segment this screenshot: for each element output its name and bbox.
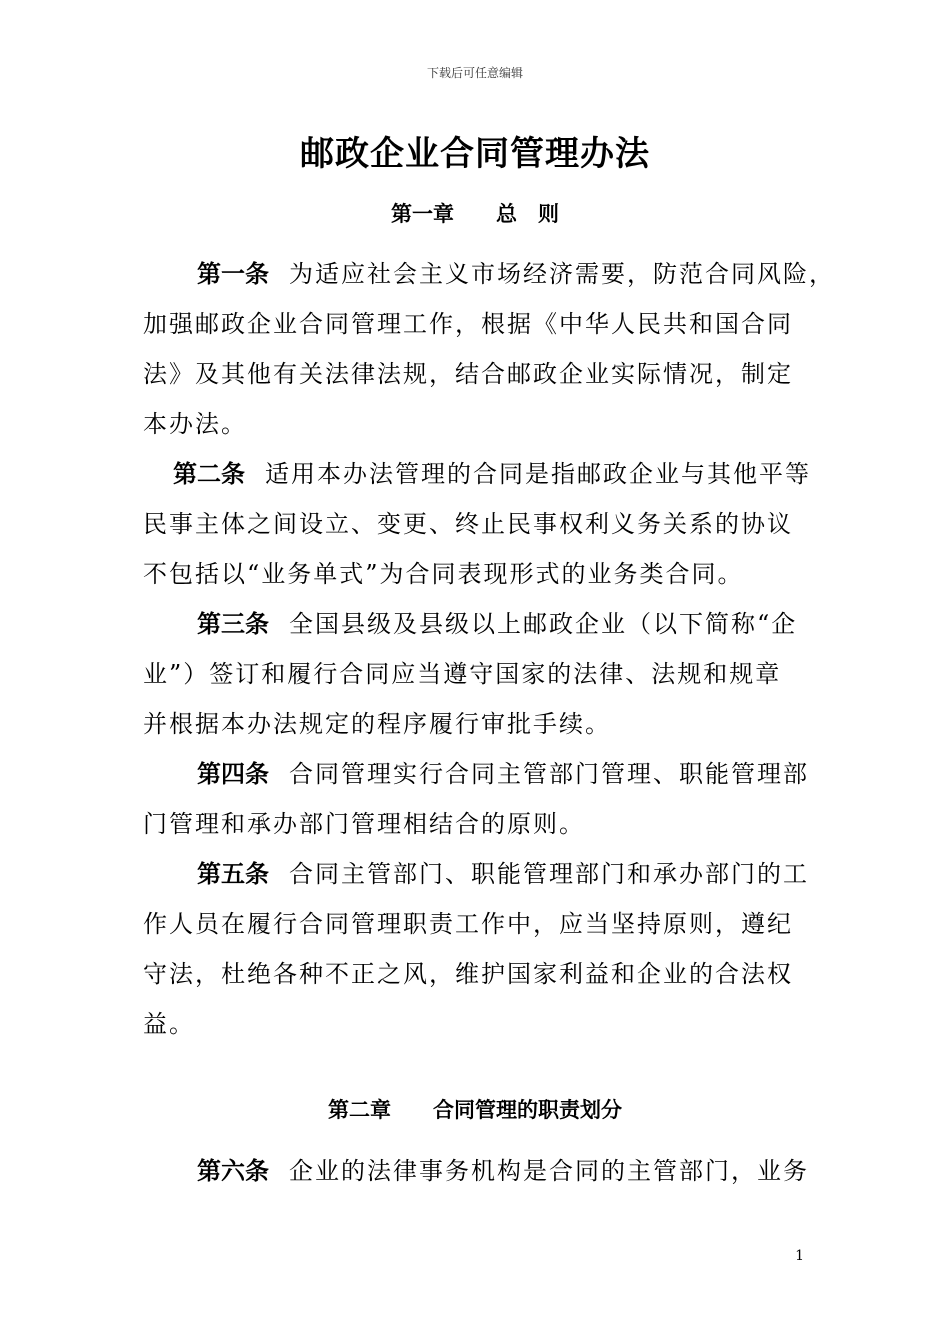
article-line: 第三条 全国县级及县级以上邮政企业（以下简称“企 [197, 610, 798, 638]
article-line: 本办法。 [143, 410, 247, 438]
article-number: 第三条 [197, 610, 269, 638]
page-number: 1 [795, 1248, 804, 1264]
article-1 [143, 249, 835, 449]
article-number: 第二条 [173, 460, 245, 488]
article-line: 作人员在履行合同管理职责工作中，应当坚持原则，遵纪 [143, 910, 793, 938]
article-line: 第五条 合同主管部门、职能管理部门和承办部门的工 [197, 860, 809, 888]
article-line: 守法，杜绝各种不正之风，维护国家利益和企业的合法权 [143, 960, 793, 988]
article-line: 加强邮政企业合同管理工作，根据《中华人民共和国合同 [143, 310, 793, 338]
chapter-heading-2 [0, 1094, 950, 1124]
article-line: 不包括以“业务单式”为合同表现形式的业务类合同。 [143, 560, 744, 588]
article-5 [143, 849, 815, 1049]
article-number: 第五条 [197, 860, 269, 888]
article-number: 第六条 [197, 1157, 269, 1185]
chapter-label: 第一章 [391, 202, 454, 226]
article-2 [143, 449, 815, 599]
chapter-name: 合同管理的职责划分 [433, 1098, 622, 1122]
article-line: 门管理和承办部门管理相结合的原则。 [143, 810, 585, 838]
chapter-name: 总 则 [496, 202, 559, 226]
article-6 [143, 1146, 815, 1196]
article-number: 第一条 [197, 260, 269, 288]
article-line: 益。 [143, 1010, 195, 1038]
document-title: 邮政企业合同管理办法 [300, 134, 650, 174]
article-line: 业”）签订和履行合同应当遵守国家的法律、法规和规章 [143, 660, 782, 688]
header-note: 下载后可任意编辑 [426, 66, 523, 80]
chapter-label: 第二章 [328, 1098, 391, 1122]
article-line: 民事主体之间设立、变更、终止民事权利义务关系的协议 [143, 510, 793, 538]
article-line: 第六条 企业的法律事务机构是合同的主管部门，业务 [197, 1157, 809, 1185]
article-3 [143, 599, 815, 749]
article-line: 法》及其他有关法律法规，结合邮政企业实际情况，制定 [143, 360, 793, 388]
article-4 [143, 749, 815, 849]
article-line: 第一条 为适应社会主义市场经济需要，防范合同风险， [197, 260, 835, 288]
article-line: 并根据本办法规定的程序履行审批手续。 [143, 710, 611, 738]
article-number: 第四条 [197, 760, 269, 788]
chapter-heading-1 [0, 198, 950, 228]
article-line: 第四条 合同管理实行合同主管部门管理、职能管理部 [197, 760, 809, 788]
article-line: 第二条 适用本办法管理的合同是指邮政企业与其他平等 [173, 460, 811, 488]
